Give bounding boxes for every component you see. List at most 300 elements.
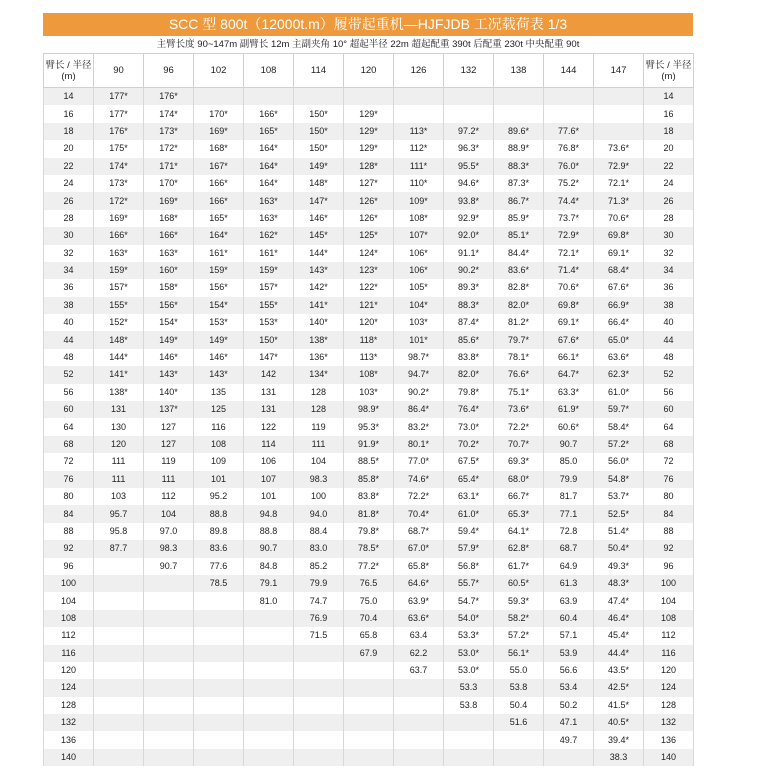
load-value-cell: 103 <box>94 488 144 505</box>
load-value-cell <box>444 105 494 122</box>
table-row <box>44 297 694 314</box>
load-value-cell: 161* <box>194 245 244 262</box>
radius-cell-right: 52 <box>644 366 694 383</box>
load-value-cell: 85.8* <box>344 471 394 488</box>
radius-cell-left: 20 <box>44 140 94 157</box>
load-value-cell: 98.9* <box>344 401 394 418</box>
load-value-cell: 72.1* <box>594 175 644 192</box>
load-value-cell: 143* <box>144 366 194 383</box>
load-value-cell: 111 <box>94 453 144 470</box>
load-value-cell <box>144 662 194 679</box>
load-value-cell <box>94 731 144 748</box>
load-value-cell <box>94 679 144 696</box>
load-table <box>43 53 694 766</box>
load-value-cell: 157* <box>244 279 294 296</box>
load-value-cell: 129* <box>344 105 394 122</box>
load-value-cell: 49.3* <box>594 558 644 575</box>
radius-cell-left: 136 <box>44 731 94 748</box>
load-value-cell: 88.3* <box>494 158 544 175</box>
table-row <box>44 731 694 748</box>
load-value-cell: 109* <box>394 192 444 209</box>
load-value-cell <box>144 592 194 609</box>
radius-cell-left: 34 <box>44 262 94 279</box>
radius-cell-left: 64 <box>44 418 94 435</box>
load-value-cell: 101* <box>394 331 444 348</box>
radius-cell-right: 40 <box>644 314 694 331</box>
load-value-cell: 175* <box>94 140 144 157</box>
load-value-cell: 91.9* <box>344 436 394 453</box>
radius-cell-left: 72 <box>44 453 94 470</box>
load-value-cell <box>544 88 594 106</box>
radius-cell-right: 14 <box>644 88 694 106</box>
load-value-cell: 76.4* <box>444 401 494 418</box>
load-value-cell: 164* <box>244 158 294 175</box>
load-value-cell: 130 <box>94 418 144 435</box>
radius-cell-left: 76 <box>44 471 94 488</box>
load-value-cell <box>144 575 194 592</box>
table-row <box>44 123 694 140</box>
load-value-cell <box>94 592 144 609</box>
load-value-cell: 95.2 <box>194 488 244 505</box>
load-value-cell <box>294 645 344 662</box>
load-value-cell <box>444 731 494 748</box>
radius-cell-right: 84 <box>644 505 694 522</box>
load-value-cell: 65.8 <box>344 627 394 644</box>
load-value-cell: 169* <box>144 192 194 209</box>
load-value-cell: 79.8* <box>344 523 394 540</box>
radius-cell-right: 48 <box>644 349 694 366</box>
load-value-cell: 83.6* <box>494 262 544 279</box>
load-value-cell <box>344 749 394 766</box>
load-value-cell: 61.9* <box>544 401 594 418</box>
load-value-cell: 172* <box>94 192 144 209</box>
radius-cell-right: 124 <box>644 679 694 696</box>
load-value-cell: 143* <box>194 366 244 383</box>
load-value-cell: 87.4* <box>444 314 494 331</box>
load-value-cell: 143* <box>294 262 344 279</box>
load-value-cell: 174* <box>94 158 144 175</box>
radius-cell-right: 96 <box>644 558 694 575</box>
load-value-cell: 142 <box>244 366 294 383</box>
load-value-cell: 88.8 <box>194 505 244 522</box>
load-value-cell: 39.4* <box>594 731 644 748</box>
load-value-cell: 79.9 <box>294 575 344 592</box>
load-value-cell: 168* <box>194 140 244 157</box>
load-value-cell <box>294 731 344 748</box>
radius-cell-right: 128 <box>644 697 694 714</box>
load-value-cell: 63.9* <box>394 592 444 609</box>
load-value-cell: 79.9 <box>544 471 594 488</box>
load-value-cell: 76.9 <box>294 610 344 627</box>
table-row <box>44 314 694 331</box>
radius-cell-right: 140 <box>644 749 694 766</box>
load-value-cell: 164* <box>194 227 244 244</box>
load-value-cell: 92.0* <box>444 227 494 244</box>
load-value-cell: 97.2* <box>444 123 494 140</box>
load-value-cell <box>244 662 294 679</box>
load-value-cell: 48.3* <box>594 575 644 592</box>
load-value-cell: 87.7 <box>94 540 144 557</box>
load-value-cell <box>344 88 394 106</box>
load-value-cell: 50.4* <box>594 540 644 557</box>
load-value-cell: 146* <box>294 210 344 227</box>
load-value-cell: 147* <box>244 349 294 366</box>
load-value-cell <box>544 749 594 766</box>
load-value-cell: 72.9* <box>544 227 594 244</box>
table-row <box>44 558 694 575</box>
load-value-cell: 168* <box>144 210 194 227</box>
load-value-cell: 140* <box>294 314 344 331</box>
load-value-cell <box>444 88 494 106</box>
load-value-cell: 150* <box>294 123 344 140</box>
load-value-cell: 72.9* <box>594 158 644 175</box>
load-value-cell: 57.2* <box>594 436 644 453</box>
radius-cell-left: 88 <box>44 523 94 540</box>
load-value-cell <box>244 749 294 766</box>
load-value-cell <box>94 662 144 679</box>
load-value-cell: 71.3* <box>594 192 644 209</box>
load-value-cell: 144* <box>294 245 344 262</box>
load-value-cell: 68.7 <box>544 540 594 557</box>
load-value-cell: 158* <box>144 279 194 296</box>
load-value-cell: 128 <box>294 384 344 401</box>
radius-cell-left: 100 <box>44 575 94 592</box>
load-value-cell: 144* <box>94 349 144 366</box>
load-value-cell: 90.7 <box>244 540 294 557</box>
load-value-cell <box>144 610 194 627</box>
load-value-cell: 120* <box>344 314 394 331</box>
load-value-cell: 85.1* <box>494 227 544 244</box>
load-value-cell <box>94 558 144 575</box>
load-value-cell: 38.3 <box>594 749 644 766</box>
radius-cell-left: 92 <box>44 540 94 557</box>
load-value-cell: 96.3* <box>444 140 494 157</box>
load-value-cell: 65.3* <box>494 505 544 522</box>
load-value-cell <box>494 731 544 748</box>
load-value-cell: 63.6* <box>594 349 644 366</box>
load-value-cell: 62.8* <box>494 540 544 557</box>
load-value-cell: 157* <box>94 279 144 296</box>
load-value-cell: 54.7* <box>444 592 494 609</box>
load-value-cell <box>194 679 244 696</box>
load-value-cell <box>394 697 444 714</box>
load-value-cell: 94.6* <box>444 175 494 192</box>
load-value-cell: 161* <box>244 245 294 262</box>
table-row <box>44 88 694 106</box>
load-value-cell: 94.0 <box>294 505 344 522</box>
load-value-cell: 60.5* <box>494 575 544 592</box>
load-value-cell: 89.6* <box>494 123 544 140</box>
load-value-cell: 69.8* <box>544 297 594 314</box>
radius-cell-right: 18 <box>644 123 694 140</box>
load-value-cell: 135 <box>194 384 244 401</box>
load-value-cell: 109 <box>194 453 244 470</box>
radius-cell-left: 56 <box>44 384 94 401</box>
load-value-cell: 49.7 <box>544 731 594 748</box>
load-value-cell: 81.7 <box>544 488 594 505</box>
radius-cell-left: 104 <box>44 592 94 609</box>
load-value-cell: 52.5* <box>594 505 644 522</box>
load-value-cell <box>444 749 494 766</box>
load-value-cell: 174* <box>144 105 194 122</box>
load-value-cell <box>594 88 644 106</box>
load-value-cell <box>394 105 444 122</box>
table-row <box>44 627 694 644</box>
table-row <box>44 158 694 175</box>
load-value-cell <box>294 662 344 679</box>
load-value-cell: 63.6* <box>394 610 444 627</box>
load-value-cell: 103* <box>344 384 394 401</box>
load-value-cell: 88.4 <box>294 523 344 540</box>
radius-cell-right: 44 <box>644 331 694 348</box>
load-value-cell: 107* <box>394 227 444 244</box>
load-chart-sheet <box>43 13 693 766</box>
radius-cell-left: 128 <box>44 697 94 714</box>
table-row <box>44 105 694 122</box>
load-value-cell: 60.4 <box>544 610 594 627</box>
radius-cell-right: 22 <box>644 158 694 175</box>
load-value-cell: 106 <box>244 453 294 470</box>
load-value-cell: 103* <box>394 314 444 331</box>
table-row <box>44 645 694 662</box>
load-value-cell: 140* <box>144 384 194 401</box>
load-value-cell: 83.8* <box>444 349 494 366</box>
load-value-cell: 118* <box>344 331 394 348</box>
load-value-cell <box>394 714 444 731</box>
load-value-cell: 113* <box>344 349 394 366</box>
load-value-cell <box>344 662 394 679</box>
load-value-cell: 74.4* <box>544 192 594 209</box>
load-value-cell: 61.0* <box>444 505 494 522</box>
load-value-cell <box>144 714 194 731</box>
load-value-cell: 136* <box>294 349 344 366</box>
load-value-cell: 163* <box>94 245 144 262</box>
load-value-cell: 164* <box>244 140 294 157</box>
load-value-cell: 75.2* <box>544 175 594 192</box>
load-value-cell: 42.5* <box>594 679 644 696</box>
load-value-cell: 55.0 <box>494 662 544 679</box>
load-value-cell <box>94 749 144 766</box>
load-value-cell: 108* <box>394 210 444 227</box>
load-value-cell: 61.0* <box>594 384 644 401</box>
load-value-cell: 127* <box>344 175 394 192</box>
load-value-cell: 94.8 <box>244 505 294 522</box>
load-value-cell: 84.8 <box>244 558 294 575</box>
load-value-cell <box>94 697 144 714</box>
header-boom-length: 138 <box>494 54 544 88</box>
load-value-cell: 169* <box>94 210 144 227</box>
load-value-cell: 61.7* <box>494 558 544 575</box>
load-value-cell: 86.7* <box>494 192 544 209</box>
load-value-cell: 149* <box>144 331 194 348</box>
load-value-cell: 65.0* <box>594 331 644 348</box>
load-value-cell <box>194 610 244 627</box>
load-value-cell: 74.6* <box>394 471 444 488</box>
table-row <box>44 349 694 366</box>
load-value-cell: 67.9 <box>344 645 394 662</box>
radius-cell-right: 24 <box>644 175 694 192</box>
load-value-cell: 171* <box>144 158 194 175</box>
load-value-cell: 156* <box>144 297 194 314</box>
load-value-cell: 108 <box>194 436 244 453</box>
load-value-cell <box>344 679 394 696</box>
radius-cell-left: 120 <box>44 662 94 679</box>
load-value-cell: 159* <box>244 262 294 279</box>
load-value-cell: 53.3* <box>444 627 494 644</box>
load-value-cell <box>394 731 444 748</box>
load-value-cell: 163* <box>244 210 294 227</box>
load-value-cell: 74.7 <box>294 592 344 609</box>
load-value-cell: 173* <box>94 175 144 192</box>
load-value-cell: 138* <box>294 331 344 348</box>
load-value-cell: 104 <box>144 505 194 522</box>
load-value-cell: 160* <box>144 262 194 279</box>
load-value-cell: 75.1* <box>494 384 544 401</box>
table-row <box>44 436 694 453</box>
radius-cell-left: 132 <box>44 714 94 731</box>
load-value-cell: 125 <box>194 401 244 418</box>
load-value-cell <box>94 575 144 592</box>
load-value-cell: 173* <box>144 123 194 140</box>
load-value-cell: 119 <box>294 418 344 435</box>
radius-cell-left: 24 <box>44 175 94 192</box>
header-boom-length: 102 <box>194 54 244 88</box>
radius-cell-left: 32 <box>44 245 94 262</box>
load-value-cell: 45.4* <box>594 627 644 644</box>
header-boom-length: 90 <box>94 54 144 88</box>
load-value-cell: 110* <box>394 175 444 192</box>
load-value-cell: 159* <box>194 262 244 279</box>
load-value-cell: 90.7 <box>144 558 194 575</box>
load-value-cell <box>244 731 294 748</box>
header-boom-length: 120 <box>344 54 394 88</box>
load-value-cell: 62.3* <box>594 366 644 383</box>
radius-cell-left: 60 <box>44 401 94 418</box>
load-value-cell: 71.5 <box>294 627 344 644</box>
load-value-cell: 82.0* <box>494 297 544 314</box>
load-value-cell: 92.9* <box>444 210 494 227</box>
table-row <box>44 192 694 209</box>
load-value-cell: 112* <box>394 140 444 157</box>
load-value-cell: 145* <box>294 227 344 244</box>
load-value-cell <box>294 697 344 714</box>
load-value-cell: 59.4* <box>444 523 494 540</box>
load-value-cell: 81.2* <box>494 314 544 331</box>
load-value-cell: 89.8 <box>194 523 244 540</box>
table-body <box>44 88 694 767</box>
load-value-cell <box>244 697 294 714</box>
load-value-cell: 88.8 <box>244 523 294 540</box>
load-value-cell: 163* <box>144 245 194 262</box>
load-value-cell <box>194 592 244 609</box>
table-row <box>44 592 694 609</box>
load-value-cell <box>294 714 344 731</box>
load-value-cell: 91.1* <box>444 245 494 262</box>
radius-cell-right: 60 <box>644 401 694 418</box>
load-value-cell: 98.3 <box>144 540 194 557</box>
radius-cell-right: 88 <box>644 523 694 540</box>
load-value-cell: 141* <box>294 297 344 314</box>
radius-cell-right: 68 <box>644 436 694 453</box>
load-value-cell: 127 <box>144 418 194 435</box>
load-value-cell: 146* <box>194 349 244 366</box>
load-value-cell <box>244 610 294 627</box>
load-value-cell: 95.8 <box>94 523 144 540</box>
load-value-cell: 170* <box>144 175 194 192</box>
load-value-cell: 77.0* <box>394 453 444 470</box>
radius-cell-right: 116 <box>644 645 694 662</box>
table-row <box>44 245 694 262</box>
load-value-cell: 73.0* <box>444 418 494 435</box>
load-value-cell <box>94 714 144 731</box>
table-row <box>44 227 694 244</box>
load-value-cell: 166* <box>94 227 144 244</box>
load-value-cell: 90.2* <box>394 384 444 401</box>
load-value-cell: 165* <box>194 210 244 227</box>
radius-cell-right: 136 <box>644 731 694 748</box>
load-value-cell: 152* <box>94 314 144 331</box>
header-boom-length: 147 <box>594 54 644 88</box>
load-value-cell: 64.6* <box>394 575 444 592</box>
radius-cell-right: 108 <box>644 610 694 627</box>
load-value-cell: 111 <box>144 471 194 488</box>
radius-cell-right: 80 <box>644 488 694 505</box>
load-value-cell: 113* <box>394 123 444 140</box>
load-value-cell: 100 <box>294 488 344 505</box>
table-row <box>44 331 694 348</box>
load-value-cell: 78.5* <box>344 540 394 557</box>
load-value-cell: 66.7* <box>494 488 544 505</box>
header-boom-length: 96 <box>144 54 194 88</box>
load-value-cell <box>94 627 144 644</box>
load-value-cell: 164* <box>244 175 294 192</box>
load-value-cell: 72.2* <box>394 488 444 505</box>
load-value-cell <box>444 714 494 731</box>
load-value-cell: 89.3* <box>444 279 494 296</box>
load-value-cell: 116 <box>194 418 244 435</box>
load-value-cell: 53.9 <box>544 645 594 662</box>
load-value-cell: 177* <box>94 88 144 106</box>
load-value-cell: 126* <box>344 210 394 227</box>
load-value-cell: 88.5* <box>344 453 394 470</box>
load-value-cell: 148* <box>294 175 344 192</box>
load-value-cell: 71.4* <box>544 262 594 279</box>
load-value-cell: 141* <box>94 366 144 383</box>
load-value-cell: 129* <box>344 123 394 140</box>
load-value-cell <box>594 123 644 140</box>
load-value-cell: 128* <box>344 158 394 175</box>
load-value-cell: 169* <box>194 123 244 140</box>
load-value-cell <box>194 731 244 748</box>
radius-cell-left: 28 <box>44 210 94 227</box>
load-value-cell: 53.8 <box>494 679 544 696</box>
load-value-cell: 68.7* <box>394 523 444 540</box>
load-value-cell: 70.7* <box>494 436 544 453</box>
load-value-cell: 70.6* <box>544 279 594 296</box>
load-value-cell <box>194 714 244 731</box>
load-value-cell: 63.9 <box>544 592 594 609</box>
load-value-cell: 81.0 <box>244 592 294 609</box>
load-value-cell: 85.2 <box>294 558 344 575</box>
load-value-cell: 40.5* <box>594 714 644 731</box>
table-row <box>44 279 694 296</box>
radius-cell-right: 92 <box>644 540 694 557</box>
load-value-cell <box>244 714 294 731</box>
load-value-cell <box>294 679 344 696</box>
radius-cell-right: 120 <box>644 662 694 679</box>
header-boom-radius-right: 臂长 / 半径 (m) <box>644 54 694 88</box>
load-value-cell: 107 <box>244 471 294 488</box>
